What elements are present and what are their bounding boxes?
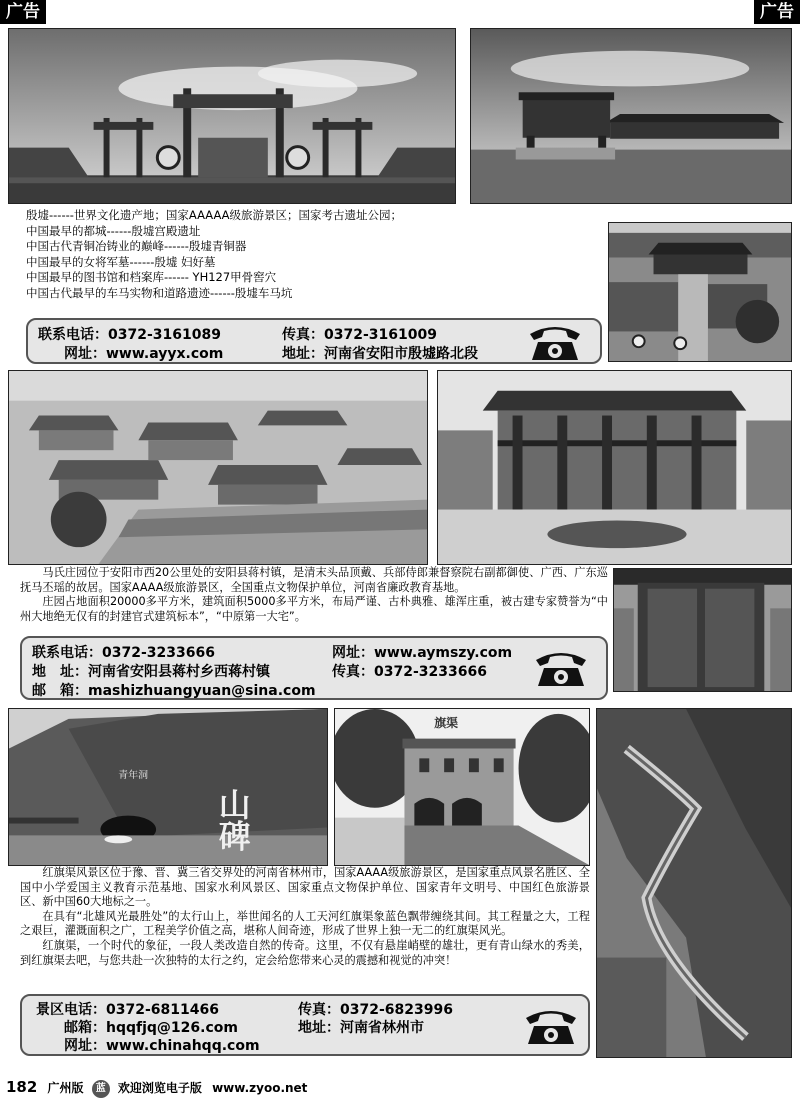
yinxu-address: 河南省安阳市殷墟路北段 [324, 346, 478, 362]
hongqiqu-paragraph: 在具有“北雄风光最胜处”的太行山上，举世闻名的人工天河红旗渠象蓝色飘带缠绕其间。其工程量之大，工程之艰巨，灌溉面积之广，工程美学价值之高，堪称人间奇迹，形成了世界上独一无二的红旗渠风光。 [20, 909, 590, 938]
edition-label: 广州版 [47, 1081, 84, 1095]
yinxu-aerial-photo [608, 222, 792, 362]
yinxu-gate-photo [8, 28, 456, 204]
telephone-icon [532, 648, 590, 688]
hongqiqu-paragraph: 红旗渠风景区位于豫、晋、冀三省交界处的河南省林州市，国家AAAA级旅游景区，是国家重点风景名胜区、全国中小学爱国主义教育示范基地、国家水利风景区、国家重点文物保护单位、国家青年文明号、中国红色旅游景区、新中国60大地标之一。 [20, 866, 590, 909]
mashi-paragraph: 马氏庄园位于安阳市西20公里处的安阳县蒋村镇，是清末头品顶戴、兵部侍郎兼督察院右副都御使、广西、广东巡抚马丕瑶的故居。国家AAAA级旅游景区，全国重点文物保护单位，河南省廉政教育基地。 [20, 566, 608, 594]
cliff-carving-text: 山碑 [214, 787, 252, 852]
mashi-email-label: 邮 箱： [32, 683, 88, 699]
mashi-paragraph: 庄园占地面积20000多平方米，建筑面积5000多平方米，布局严谨、古朴典雅、雄浑庄重，被古建专家赞誉为“中州大地绝无仅有的封建官式建筑标本”，“中原第一大宅”。 [20, 595, 608, 623]
mashi-phone-label: 联系电话： [32, 645, 102, 661]
hongqiqu-email-link[interactable]: hqqfjq@126.com [106, 1020, 238, 1036]
hongqiqu-cliff-photo [8, 708, 328, 866]
yinxu-feature-item: 中国古代青铜冶铸业的巅峰------殷墟青铜器 [26, 239, 247, 253]
yinxu-web-label: 网址： [64, 346, 106, 362]
yinxu-addr-label: 地址： [282, 346, 324, 362]
mashi-address: 河南省安阳县蒋村乡西蒋村镇 [88, 664, 270, 680]
logo-icon: 蓝 [92, 1080, 110, 1098]
mashi-fax: 0372-3233666 [374, 664, 487, 680]
hongqiqu-contact-box [20, 994, 590, 1056]
telephone-icon [526, 322, 584, 362]
ad-tag-right: 广告 [754, 0, 800, 24]
mashi-phone: 0372-3233666 [102, 645, 215, 661]
mashi-website-link[interactable]: www.aymszy.com [374, 645, 513, 661]
hongqiqu-canal-photo [596, 708, 792, 1058]
mashi-fax-label: 传真： [332, 664, 374, 680]
hongqiqu-building-photo [334, 708, 590, 866]
hongqiqu-phone-label: 景区电话： [36, 1002, 106, 1018]
mashi-courtyard-photo [437, 370, 792, 565]
yinxu-ding-photo [470, 28, 792, 204]
yinxu-feature-item: 中国最早的图书馆和档案库------ YH127甲骨窖穴 [26, 270, 277, 284]
yinxu-website-link[interactable]: www.ayyx.com [106, 346, 224, 362]
page-number: 182 [6, 1078, 38, 1096]
hongqiqu-fax: 0372-6823996 [340, 1002, 453, 1018]
hongqiqu-addr-label: 地址： [298, 1020, 340, 1036]
mashi-addr-label: 地 址： [32, 664, 88, 680]
hongqiqu-email-label: 邮箱： [64, 1020, 106, 1036]
yinxu-feature-item: 中国最早的女将军墓------殷墟 妇好墓 [26, 254, 216, 269]
hongqiqu-phone: 0372-6811466 [106, 1002, 219, 1018]
hongqiqu-paragraph: 红旗渠，一个时代的象征，一段人类改造自然的传奇。这里，不仅有悬崖峭壁的雄壮，更有青山绿水的秀美，到红旗渠去吧，与您共赴一次独特的太行之约，定会给您带来心灵的震撼和视觉的冲突！ [20, 938, 590, 967]
ad-tag-left: 广告 [0, 0, 46, 24]
hongqiqu-web-label: 网址： [64, 1038, 106, 1054]
hongqiqu-fax-label: 传真： [298, 1002, 340, 1018]
hongqiqu-description [20, 866, 590, 968]
mashi-contact-box [20, 636, 608, 700]
yinxu-feature-item: 中国最早的都城------殷墟宫殿遗址 [26, 223, 201, 238]
yinxu-phone-label: 联系电话： [38, 327, 108, 343]
mashi-rooftops-photo [8, 370, 428, 565]
yinxu-phone: 0372-3161089 [108, 327, 221, 343]
page-footer [6, 1078, 307, 1098]
mashi-email-link[interactable]: mashizhuangyuan@sina.com [88, 683, 316, 699]
hongqiqu-website-link[interactable]: www.chinahqq.com [106, 1038, 260, 1054]
building-sign-text: 旗渠 [434, 715, 459, 730]
footer-site-link[interactable]: www.zyoo.net [212, 1081, 308, 1095]
mashi-door-photo [613, 568, 792, 692]
mashi-description [20, 566, 608, 624]
footer-slogan: 欢迎浏览电子版 [117, 1081, 202, 1095]
yinxu-feature-list [26, 208, 402, 301]
yinxu-feature-item: 殷墟------世界文化遗产地；国家AAAAA级旅游景区；国家考古遗址公园； [26, 208, 403, 222]
mashi-web-label: 网址： [332, 645, 374, 661]
hongqiqu-address: 河南省林州市 [340, 1020, 424, 1036]
yinxu-fax-label: 传真： [282, 327, 324, 343]
yinxu-contact-box [26, 318, 602, 364]
yinxu-fax: 0372-3161009 [324, 327, 437, 343]
yinxu-feature-item: 中国古代最早的车马实物和道路遗迹------殷墟车马坑 [26, 285, 293, 300]
telephone-icon [522, 1006, 580, 1046]
small-carving-text: 青年洞 [118, 770, 149, 782]
